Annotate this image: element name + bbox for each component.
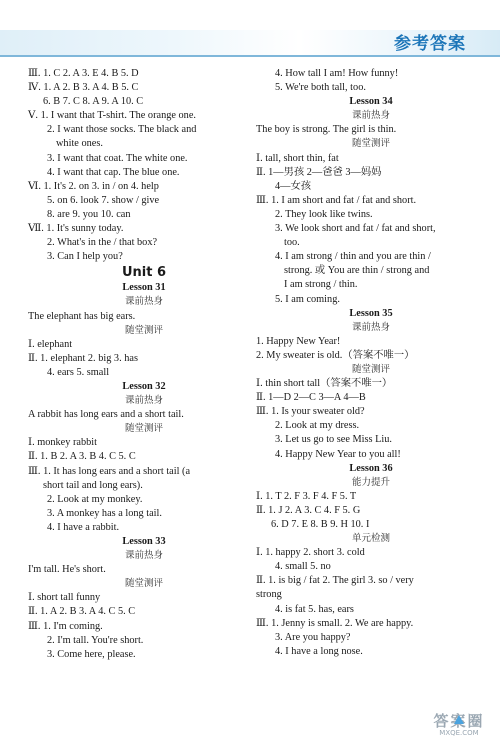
lesson-heading: Lesson 34 — [349, 96, 393, 108]
answer-line: Ⅳ. 1. A 2. B 3. A 4. B 5. C — [28, 82, 139, 94]
answer-line: 4. How tall I am! How funny! — [275, 68, 399, 79]
answer-line: Ⅲ. 1. I am short and fat / fat and short. — [256, 194, 417, 206]
answer-line: Ⅲ. 1. Is your sweater old? — [256, 406, 365, 418]
answer-line: The boy is strong. The girl is thin. — [256, 124, 397, 136]
section-label: 单元检测 — [351, 533, 390, 545]
answer-line: Ⅶ. 1. It's sunny today. — [28, 223, 124, 235]
watermark-logo — [424, 712, 494, 738]
header-rule — [0, 55, 500, 57]
lesson-heading: Lesson 33 — [122, 536, 166, 547]
answer-line: A rabbit has long ears and a short tail. — [28, 409, 184, 421]
answer-line: white ones. — [56, 138, 103, 150]
page-header — [0, 0, 500, 62]
answer-line: 4. ears 5. small — [47, 366, 110, 378]
answer-line: 5. We're both tall, too. — [275, 82, 366, 94]
answer-line: 3. Let us go to see Miss Liu. — [275, 434, 392, 446]
answer-line: 2. I want those socks. The black and — [47, 124, 197, 136]
answer-line: 4. I have a rabbit. — [47, 521, 120, 533]
answer-line: 5. I am coming. — [275, 293, 340, 305]
section-label: 课前热身 — [351, 110, 390, 122]
answer-line: 5. on 6. look 7. show / give — [47, 194, 160, 206]
lesson-heading: Lesson 32 — [122, 380, 166, 392]
answer-line: Ⅰ. elephant — [28, 338, 73, 350]
lesson-heading: Lesson 31 — [122, 282, 166, 294]
section-label: 随堂测评 — [124, 578, 163, 590]
answer-line: Ⅱ. 1—D 2—C 3—A 4—B — [256, 392, 366, 404]
answer-line: Ⅴ. 1. I want that T-shirt. The orange one. — [28, 110, 196, 122]
answer-line: 4. I am strong / thin and you are thin / — [275, 251, 431, 263]
page-title: 参考答案 — [394, 34, 466, 54]
answer-line: Ⅱ. 1—男孩 2—爸爸 3—妈妈 — [256, 166, 382, 178]
answer-line: 4. is fat 5. has, ears — [275, 603, 354, 615]
answer-line: Ⅱ. 1. B 2. A 3. B 4. C 5. C — [28, 451, 136, 463]
answer-line: 2. They look like twins. — [275, 208, 373, 220]
watermark-triangle-icon — [454, 715, 464, 724]
answer-line: 3. Come here, please. — [47, 648, 136, 660]
answer-line: Ⅲ. 1. Jenny is small. 2. We are happy. — [256, 617, 414, 629]
answer-line: 2. What's in the / that box? — [47, 237, 158, 249]
section-label: 能力提升 — [351, 476, 390, 488]
answer-line: Ⅲ. 1. I'm coming. — [28, 620, 103, 632]
answer-line: Ⅱ. 1. is big / fat 2. The girl 3. so / very — [256, 575, 414, 587]
answer-line: Ⅰ. monkey rabbit — [28, 437, 97, 449]
lesson-heading: Lesson 36 — [349, 462, 393, 474]
answer-line: too. — [284, 237, 300, 249]
answer-line: Ⅲ. 1. C 2. A 3. E 4. B 5. D — [28, 68, 139, 79]
unit-heading: Unit 6 — [121, 265, 167, 281]
answer-line: 6. D 7. E 8. B 9. H 10. I — [271, 519, 370, 530]
answer-line: 2. Look at my monkey. — [47, 493, 143, 505]
watermark-mark: 答案圈 — [433, 712, 485, 730]
answer-line: 3. I want that coat. The white one. — [47, 152, 188, 164]
answer-line: 4. Happy New Year to you all! — [275, 448, 401, 460]
lesson-heading: Lesson 35 — [349, 307, 393, 319]
answer-line: Ⅰ. 1. T 2. F 3. F 4. F 5. T — [256, 490, 357, 502]
answer-line: 4. small 5. no — [275, 561, 331, 573]
answer-line: I'm tall. He's short. — [28, 564, 106, 576]
answer-line: 8. are 9. you 10. can — [47, 208, 131, 220]
answer-line: 2. I'm tall. You're short. — [47, 634, 144, 646]
answer-line: strong — [256, 589, 282, 601]
answer-line: 4. I have a long nose. — [275, 645, 363, 657]
answer-line: Ⅰ. thin short tall（答案不唯一） — [256, 378, 393, 390]
section-label: 课前热身 — [124, 296, 163, 308]
section-label: 课前热身 — [351, 321, 390, 333]
answer-line: 4—女孩 — [275, 180, 312, 192]
section-label: 课前热身 — [124, 395, 163, 407]
section-label: 随堂测评 — [351, 138, 390, 150]
answer-column-right — [256, 67, 486, 659]
answer-line: Ⅰ. tall, short thin, fat — [256, 152, 339, 164]
answer-line: 4. I want that cap. The blue one. — [47, 166, 180, 178]
answer-line: 3. A monkey has a long tail. — [47, 507, 162, 519]
answer-line: 2. Look at my dress. — [275, 420, 360, 432]
section-label: 课前热身 — [124, 550, 163, 562]
answer-line: strong. 或 You are thin / strong and — [284, 265, 430, 277]
section-label: 随堂测评 — [124, 324, 163, 336]
answer-line: 3. Can I help you? — [47, 251, 123, 263]
answer-line: Ⅱ. 1. elephant 2. big 3. has — [28, 352, 138, 364]
answer-line: short tail and long ears). — [43, 479, 143, 491]
section-label: 随堂测评 — [124, 423, 163, 435]
answer-line: Ⅱ. 1. A 2. B 3. A 4. C 5. C — [28, 606, 136, 618]
answer-line: Ⅵ. 1. It's 2. on 3. in / on 4. help — [28, 180, 159, 192]
answer-line: The elephant has big ears. — [28, 310, 136, 322]
answer-line: 6. B 7. C 8. A 9. A 10. C — [43, 96, 144, 108]
answer-line: 1. Happy New Year! — [256, 335, 341, 347]
answer-line: Ⅰ. 1. happy 2. short 3. cold — [256, 547, 365, 559]
answer-line: I am strong / thin. — [284, 279, 358, 291]
watermark-url: MXQE.COM — [439, 729, 479, 737]
answer-line: Ⅰ. short tall funny — [28, 592, 101, 604]
answer-line: Ⅲ. 1. It has long ears and a short tail (a — [28, 465, 191, 477]
answer-line: 2. My sweater is old.（答案不唯一） — [256, 349, 415, 361]
section-label: 随堂测评 — [351, 363, 390, 375]
answer-column-left — [28, 67, 260, 662]
answer-line: 3. Are you happy? — [275, 631, 351, 643]
answer-line: Ⅱ. 1. J 2. A 3. C 4. F 5. G — [256, 504, 361, 516]
answer-line: 3. We look short and fat / fat and short, — [275, 223, 436, 235]
